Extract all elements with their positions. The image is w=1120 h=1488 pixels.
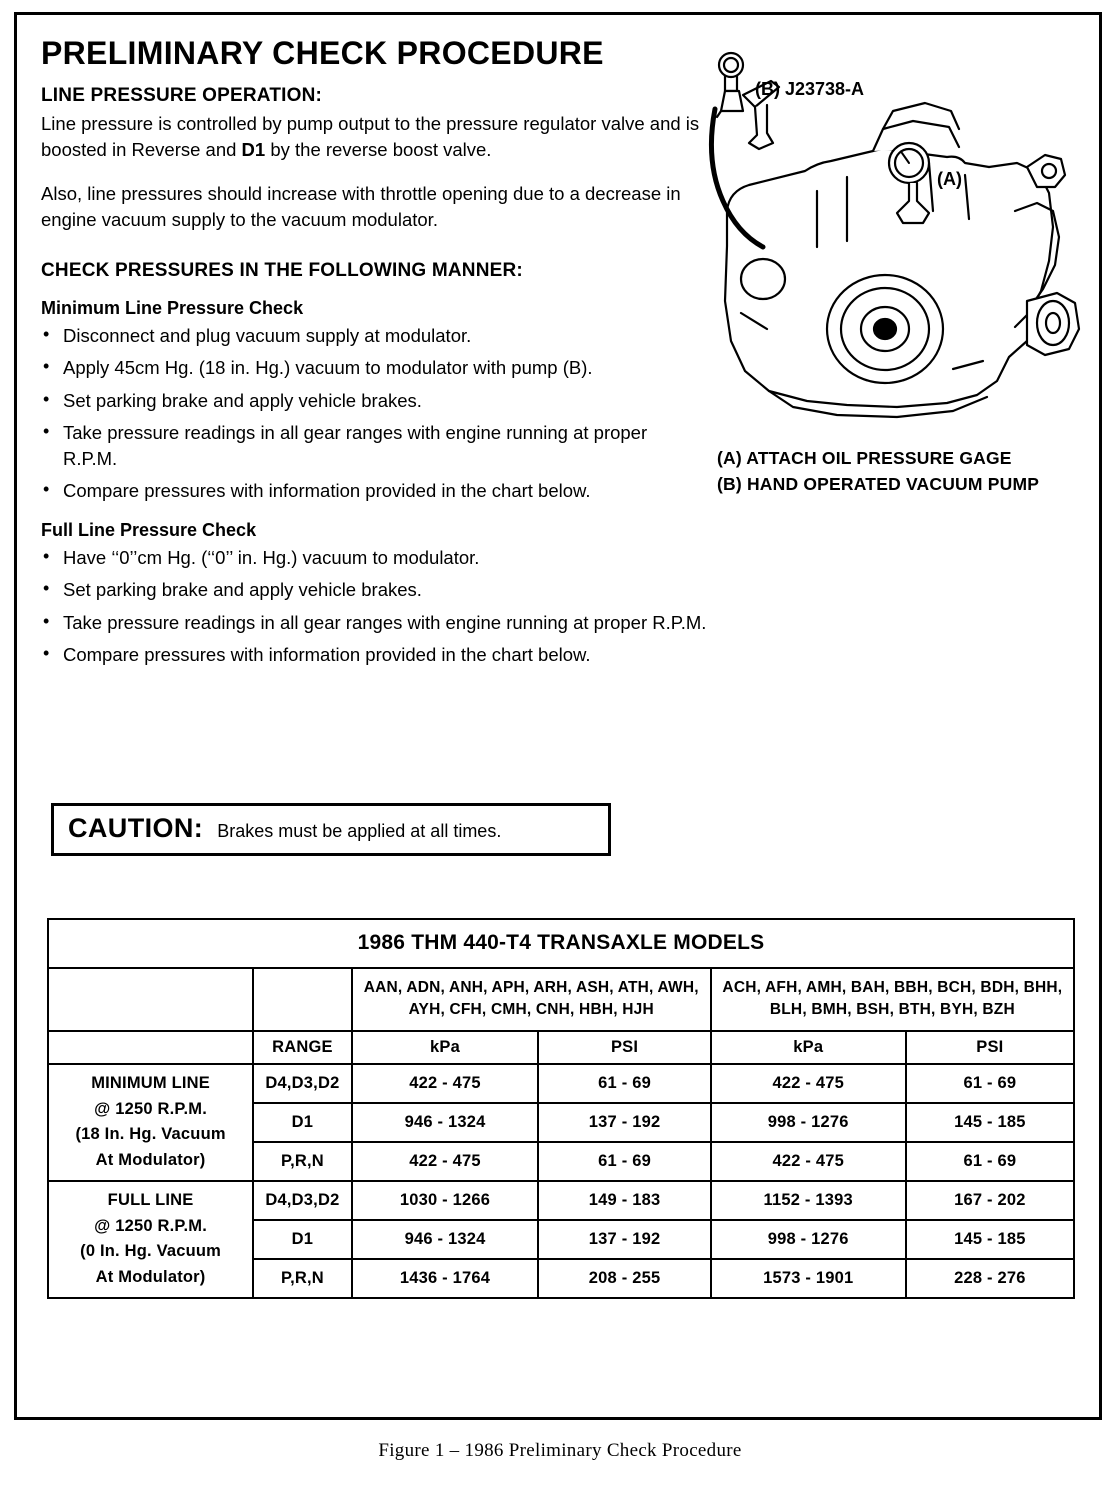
cell-range: P,R,N [253, 1142, 351, 1181]
table-row [48, 1064, 1074, 1103]
cell-psi-2: 61 - 69 [906, 1142, 1074, 1181]
pressure-spec-table-wrapper [47, 918, 1075, 1299]
label-line: @ 1250 R.P.M. [94, 1099, 208, 1118]
empty-corner-cell-3 [48, 1031, 253, 1064]
cell-kpa-2: 998 - 1276 [711, 1103, 906, 1142]
empty-corner-cell [48, 968, 253, 1031]
cell-psi-2: 61 - 69 [906, 1064, 1074, 1103]
caution-text: Brakes must be applied at all times. [217, 821, 502, 841]
cell-range: D1 [253, 1220, 351, 1259]
para1-bold-term: D1 [241, 138, 266, 160]
full-line-pressure-check-list [41, 545, 751, 668]
illustration-legend [717, 445, 1039, 498]
cell-psi-1: 61 - 69 [538, 1142, 710, 1181]
transaxle-illustration [697, 51, 1092, 481]
para1-part-b: by the reverse boost valve. [265, 138, 492, 160]
column-header-psi-1: PSI [538, 1031, 710, 1064]
cell-range: D4,D3,D2 [253, 1181, 351, 1220]
page-title: PRELIMINARY CHECK PROCEDURE [41, 35, 604, 71]
legend-item-a: (A) ATTACH OIL PRESSURE GAGE [717, 448, 1012, 468]
cell-psi-1: 61 - 69 [538, 1064, 710, 1103]
model-group-1-header: AAN, ADN, ANH, APH, ARH, ASH, ATH, AWH, AYH, CFH, CMH, CNH, HBH, HJH [352, 968, 711, 1031]
table-title: 1986 THM 440-T4 TRANSAXLE MODELS [48, 919, 1074, 968]
table-row [48, 1181, 1074, 1220]
cell-psi-2: 228 - 276 [906, 1259, 1074, 1298]
pressure-spec-table [47, 918, 1075, 1299]
label-line: At Modulator) [95, 1268, 206, 1286]
para1-part-a: Line pressure is controlled by pump output to the pressure regulator valve and is boosted in Reverse and [41, 112, 700, 160]
transaxle-drawing [697, 51, 1092, 471]
cell-kpa-1: 1030 - 1266 [352, 1181, 539, 1220]
table-group-header-row [48, 968, 1074, 1031]
cell-psi-2: 167 - 202 [906, 1181, 1074, 1220]
cell-psi-2: 145 - 185 [906, 1103, 1074, 1142]
list-item: • Take pressure readings in all gear ranges with engine running at proper R.P.M. [41, 420, 701, 471]
column-header-kpa-2: kPa [711, 1031, 906, 1064]
list-item: • Have ‘‘0’’cm Hg. (‘‘0’’ in. Hg.) vacuum to modulator. [41, 545, 751, 571]
cell-psi-1: 137 - 192 [538, 1103, 710, 1142]
empty-corner-cell-2 [253, 968, 351, 1031]
minimum-line-section-label [48, 1064, 253, 1181]
cell-kpa-1: 422 - 475 [352, 1064, 539, 1103]
list-item: • Set parking brake and apply vehicle brakes. [41, 388, 701, 414]
document-page [14, 12, 1102, 1420]
cell-range: D1 [253, 1103, 351, 1142]
model-group-2-header: ACH, AFH, AMH, BAH, BBH, BCH, BDH, BHH, BLH, BMH, BSH, BTH, BYH, BZH [711, 968, 1074, 1031]
column-header-psi-2: PSI [906, 1031, 1074, 1064]
table-title-row [48, 919, 1074, 968]
label-line: (0 In. Hg. Vacuum [80, 1242, 222, 1261]
cell-kpa-1: 422 - 475 [352, 1142, 539, 1181]
label-line: MINIMUM LINE [91, 1074, 210, 1093]
cell-kpa-2: 998 - 1276 [711, 1220, 906, 1259]
line-pressure-operation-paragraph [41, 111, 701, 164]
figure-caption: Figure 1 – 1986 Preliminary Check Procedure [378, 1440, 742, 1461]
label-line: At Modulator) [95, 1151, 206, 1169]
minimum-line-pressure-check-list [41, 323, 701, 504]
list-item: • Take pressure readings in all gear ranges with engine running at proper R.P.M. [41, 610, 751, 636]
cell-psi-1: 137 - 192 [538, 1220, 710, 1259]
label-line: @ 1250 R.P.M. [94, 1216, 208, 1235]
caution-box [51, 803, 611, 856]
cell-psi-2: 145 - 185 [906, 1220, 1074, 1259]
cell-kpa-2: 1152 - 1393 [711, 1181, 906, 1220]
cell-kpa-2: 422 - 475 [711, 1142, 906, 1181]
list-item: • Apply 45cm Hg. (18 in. Hg.) vacuum to modulator with pump (B). [41, 355, 701, 381]
callout-a-label: (A) [937, 169, 962, 189]
label-line: (18 In. Hg. Vacuum [75, 1125, 226, 1144]
cell-kpa-2: 422 - 475 [711, 1064, 906, 1103]
column-header-kpa-1: kPa [352, 1031, 539, 1064]
column-header-range: RANGE [253, 1031, 351, 1064]
cell-kpa-2: 1573 - 1901 [711, 1259, 906, 1298]
cell-kpa-1: 946 - 1324 [352, 1220, 539, 1259]
cell-psi-1: 149 - 183 [538, 1181, 710, 1220]
full-line-pressure-check-heading: Full Line Pressure Check [41, 519, 257, 540]
legend-item-b: (B) HAND OPERATED VACUUM PUMP [717, 474, 1040, 495]
throttle-opening-paragraph: Also, line pressures should increase with throttle opening due to a decrease in engine vacuum supply to the vacuum modulator. [41, 183, 681, 231]
cell-range: P,R,N [253, 1259, 351, 1298]
line-pressure-operation-heading: LINE PRESSURE OPERATION: [41, 84, 323, 106]
cell-range: D4,D3,D2 [253, 1064, 351, 1103]
list-item: • Disconnect and plug vacuum supply at modulator. [41, 323, 701, 349]
list-item: • Compare pressures with information provided in the chart below. [41, 642, 751, 668]
list-item: • Compare pressures with information provided in the chart below. [41, 478, 701, 504]
cell-kpa-1: 946 - 1324 [352, 1103, 539, 1142]
label-line: FULL LINE [107, 1191, 194, 1210]
cell-psi-1: 208 - 255 [538, 1259, 710, 1298]
full-line-section-label [48, 1181, 253, 1298]
check-pressures-heading: CHECK PRESSURES IN THE FOLLOWING MANNER: [41, 259, 523, 281]
text-column [41, 35, 707, 675]
callout-b-label: (B) J23738-A [755, 79, 865, 99]
table-column-header-row [48, 1031, 1074, 1064]
list-item: • Set parking brake and apply vehicle brakes. [41, 577, 751, 603]
minimum-line-pressure-check-heading: Minimum Line Pressure Check [41, 297, 304, 318]
cell-kpa-1: 1436 - 1764 [352, 1259, 539, 1298]
caution-label: CAUTION: [68, 813, 204, 843]
